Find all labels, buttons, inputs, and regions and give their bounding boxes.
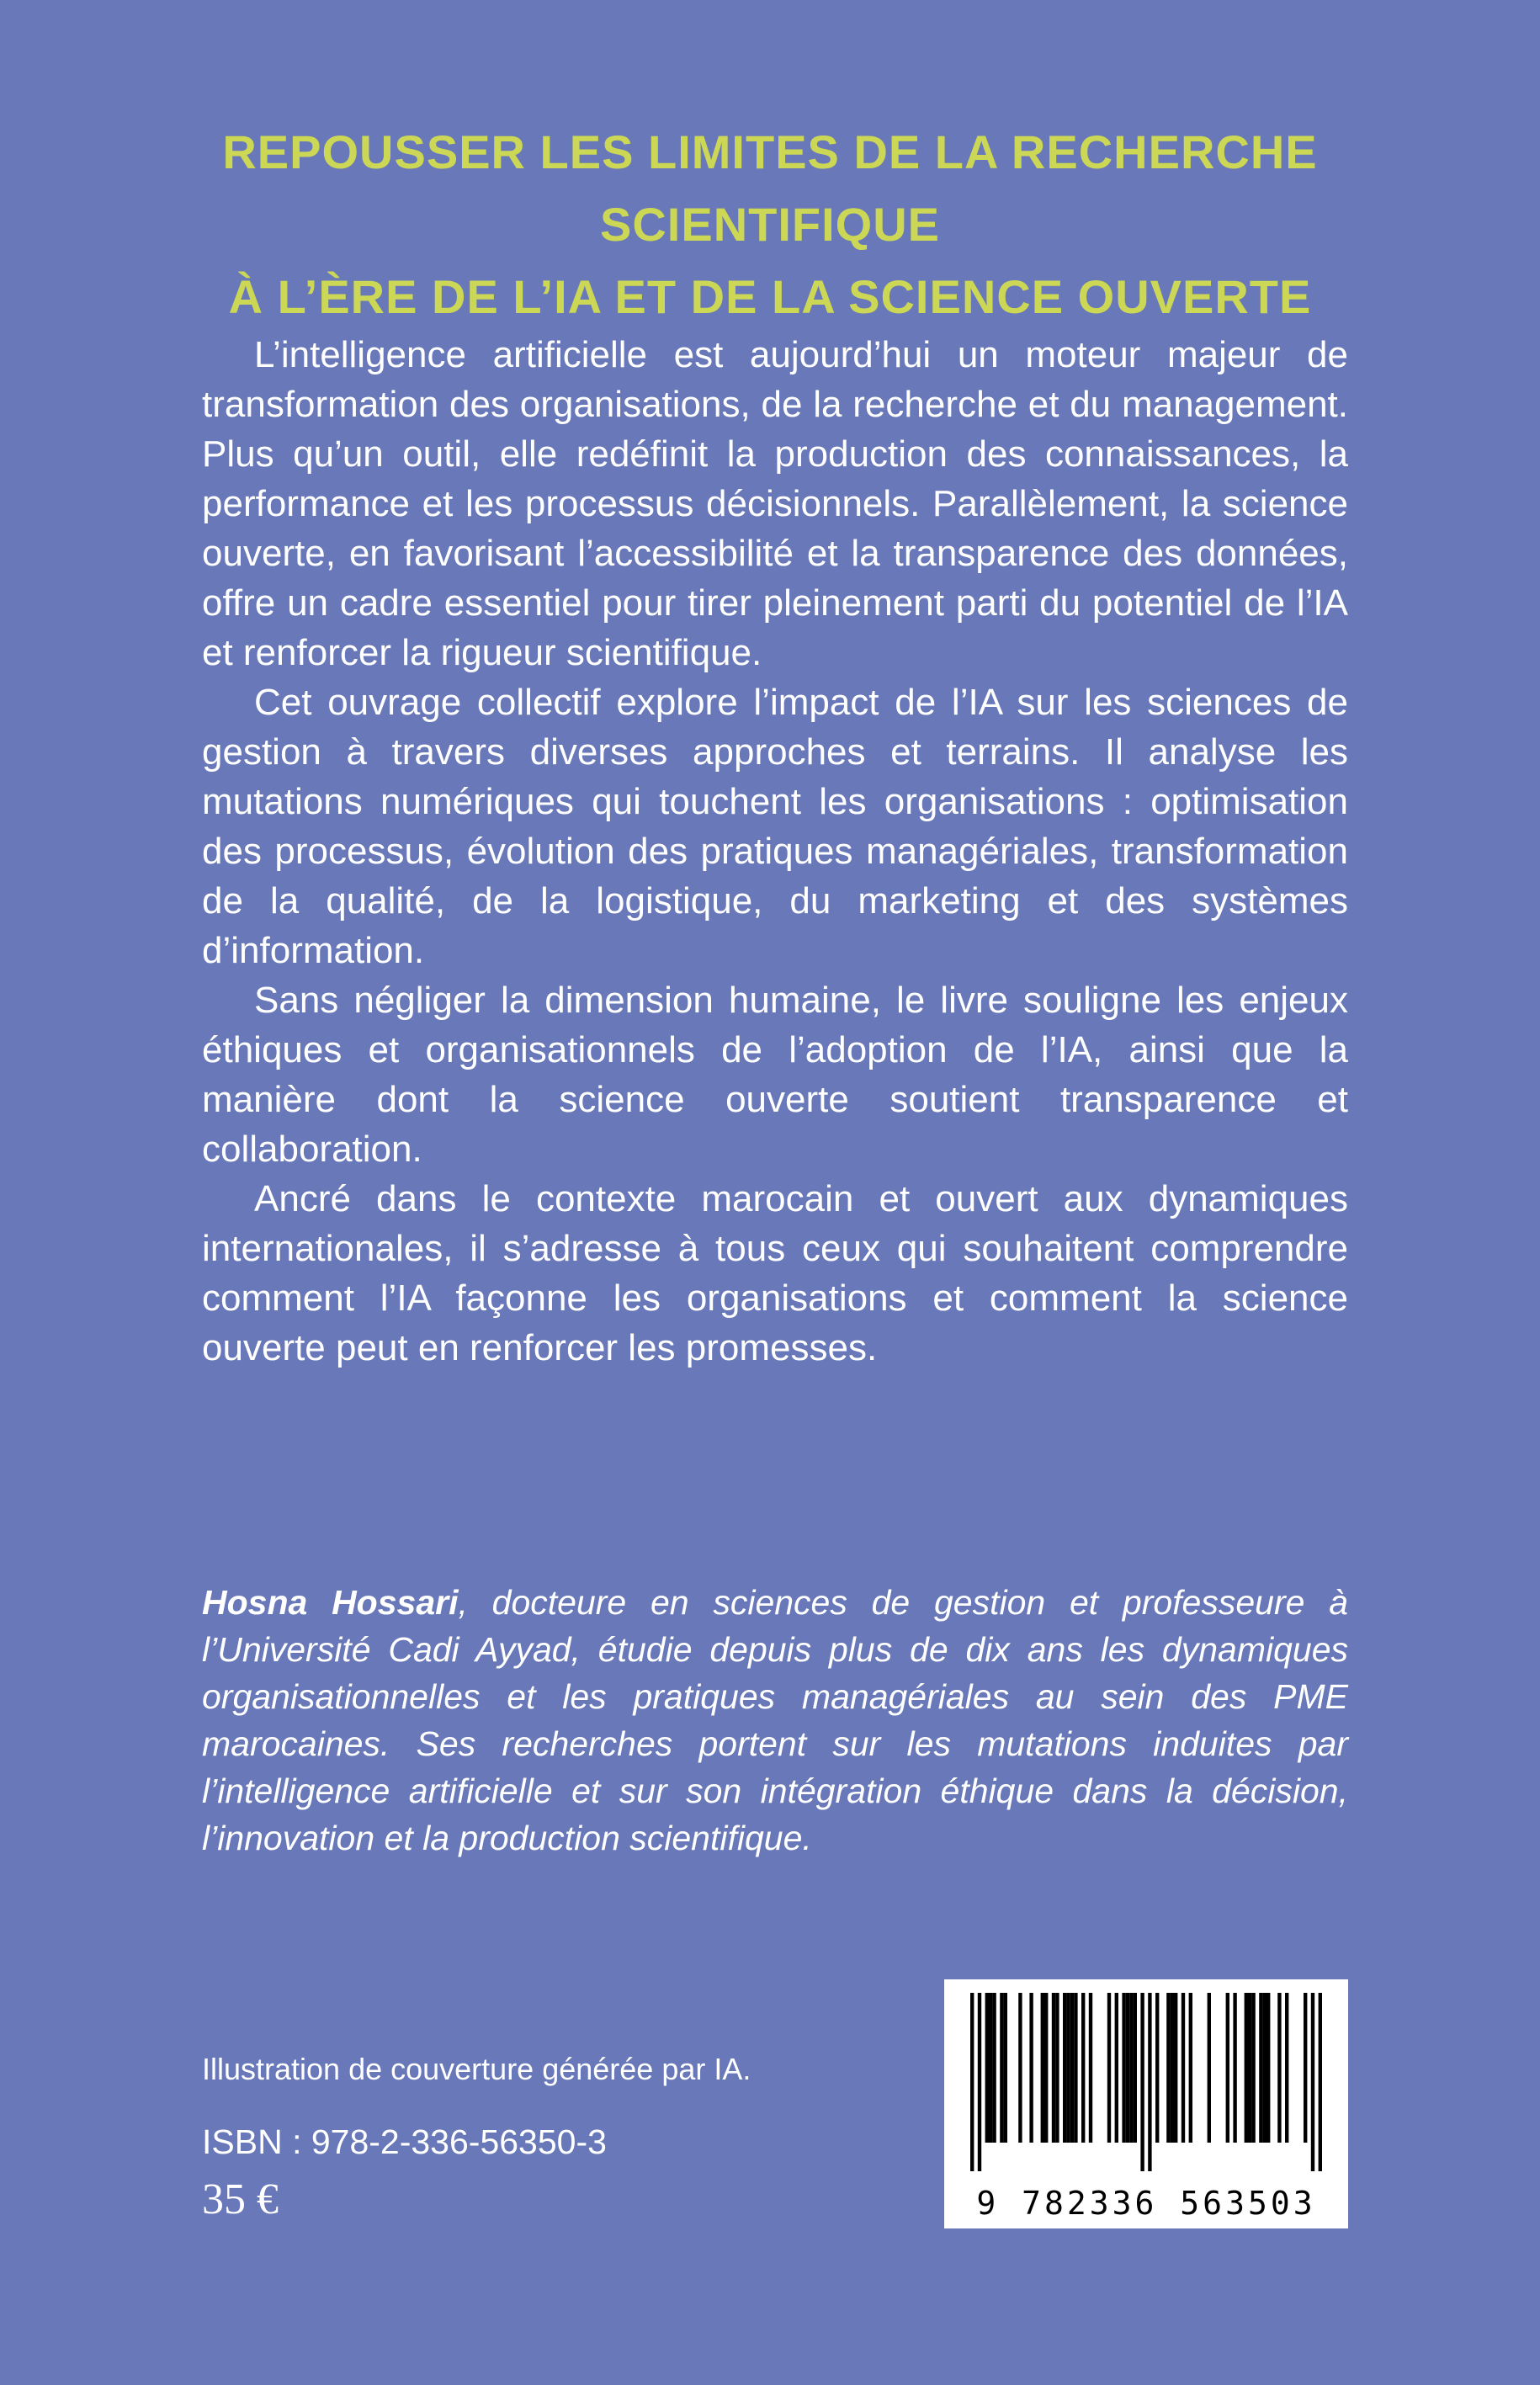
author-bio-text: , docteure en sciences de gestion et professeure à l’Université Cadi Ayyad, étudie depuis plus de dix ans les dynamiques organisationnelles et les pratiques managériales au sein des PME marocaines. Ses recherches portent sur les mutations induites par l’intelligence artificielle et sur son intégration éthique dans la décision, l’innovation et la production scientifique.	[202, 1583, 1348, 1857]
author-name: Hosna Hossari	[202, 1583, 459, 1622]
barcode-number: 9 782336 563503	[976, 2185, 1316, 2222]
synopsis-paragraph: L’intelligence artificielle est aujourd’hui un moteur majeur de transformation des organisations, de la recherche et du management. Plus qu’un outil, elle redéfinit la production des connaissances, la performance et les processus décisionnels. Parallèlement, la science ouverte, en favorisant l’accessibilité et la transparence des données, offre un cadre essentiel pour tirer pleinement parti du potentiel de l’IA et renforcer la rigueur scientifique.	[202, 334, 1348, 673]
price-text: 35 €	[202, 2175, 279, 2223]
book-title-line2: À L’ÈRE DE L’IA ET DE LA SCIENCE OUVERTE	[228, 270, 1312, 323]
synopsis	[202, 330, 1348, 1373]
synopsis-paragraph: Sans négliger la dimension humaine, le livre souligne les enjeux éthiques et organisationnels de l’adoption de l’IA, ainsi que la manière dont la science ouverte soutient transparence et collaboration.	[202, 980, 1348, 1170]
synopsis-paragraph: Ancré dans le contexte marocain et ouvert aux dynamiques internationales, il s’adresse à tous ceux qui souhaitent comprendre comment l’IA façonne les organisations et comment la science ouverte peut en renforcer les promesses.	[202, 1178, 1348, 1368]
author-bio	[202, 1579, 1348, 1862]
synopsis-paragraph: Cet ouvrage collectif explore l’impact de l’IA sur les sciences de gestion à travers diverses approches et terrains. Il analyse les mutations numériques qui touchent les organisations : optimisation des processus, évolution des pratiques managériales, transformation de la qualité, de la logistique, du marketing et des systèmes d’information.	[202, 682, 1348, 971]
barcode-bars	[970, 1993, 1322, 2171]
barcode	[944, 1979, 1348, 2228]
book-title	[76, 116, 1464, 333]
illustration-credit: Illustration de couverture générée par IA.	[202, 2052, 751, 2086]
book-title-line1: REPOUSSER LES LIMITES DE LA RECHERCHE SCIENTIFIQUE	[222, 125, 1318, 251]
isbn-text: ISBN : 978-2-336-56350-3	[202, 2122, 607, 2161]
